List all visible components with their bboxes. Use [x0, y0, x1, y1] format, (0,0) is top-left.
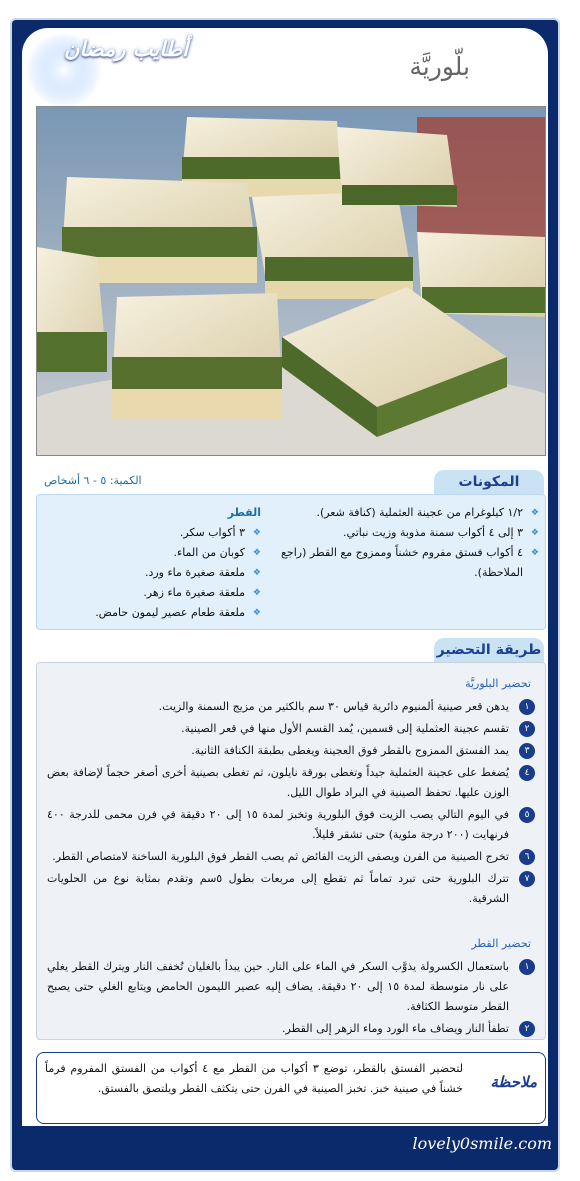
step-number: ٢: [519, 1021, 535, 1037]
step-number: ٣: [519, 743, 535, 759]
list-item: ❖ ملعقة صغيرة ماء ورد.: [51, 563, 261, 583]
quantity-label: الكمية: ٥ - ٦ أشخاص: [44, 474, 142, 487]
note-label: ملاحظة: [490, 1073, 537, 1091]
brand-logo: أطايب رمضان: [64, 36, 189, 61]
syrup-heading: القطر: [227, 506, 261, 519]
step-item: [47, 763, 535, 803]
step-number: ٧: [519, 871, 535, 887]
step-text: يمد الفستق الممزوج بالقطر فوق العجينة ويغطى بطبقة الكنافة الثانية.: [191, 744, 509, 757]
list-item: ❖ ملعقة طعام عصير ليمون حامض.: [51, 603, 261, 623]
list-item: ❖ ١/٢ كيلوغرام من عجينة العثملية (كنافة شعر).: [277, 503, 539, 523]
list-item: ❖ ٣ أكواب سكر.: [51, 523, 261, 543]
pastry-piece: [337, 127, 457, 207]
pastry-piece: [112, 293, 282, 419]
step-number: ٤: [519, 765, 535, 781]
step-text: يُضغط على عجينة العثملية جيداً وتغطى بورقة نايلون، ثم تغطى بصينية أخرى أصغر حجماً لإضافة بعض الوزن عليها. تحفظ الصينية في البراد طوال الليل.: [47, 766, 509, 799]
ingredients-tab[interactable]: المكونات: [434, 470, 544, 494]
step-text: باستعمال الكسرولة يذوَّب السكر في الماء على النار. حين يبدأ بالغليان تُخفف النار ويترك القطر يغلي على نار متوسطة لمدة ١٥ إلى ٢٠ دقيقة. يضاف إليه عصير الليمون الحامض ويتابع الغلي حتى يصبح القطر متوسط الكثافة.: [47, 960, 509, 1013]
list-item: ❖ ٣ إلى ٤ أكواب سمنة مذوبة وزيت نباتي.: [277, 523, 539, 543]
pastry-piece: [37, 247, 107, 372]
step-item: [47, 869, 535, 909]
step-text: يدهن قعر صينية ألمنيوم دائرية قياس ٣٠ سم بالكثير من مزيج السمنة والزيت.: [158, 700, 509, 713]
step-text: تطفأ النار ويضاف ماء الورد وماء الزهر إلى القطر.: [282, 1022, 509, 1035]
step-item: [47, 1019, 535, 1039]
note-box: [36, 1052, 546, 1124]
pastry-piece: [252, 191, 413, 299]
list-item: ❖ ٤ أكواب فستق مفروم خشناً وممزوج مع القطر (راجع الملاحظة).: [277, 543, 539, 583]
step-text: في اليوم التالي يصب الزيت فوق البلورية وتخبز لمدة ١٥ إلى ٢٠ دقيقة في فرن محمى للدرجة ٤٠٠ فرنهايت (٢٠٠ درجة مئوية) حتى تشقر قليلاً.: [47, 808, 510, 841]
ingredients-box: [36, 494, 546, 630]
step-item: [47, 719, 535, 739]
recipe-photo: [36, 106, 546, 456]
list-item: ❖ ملعقة صغيرة ماء زهر.: [51, 583, 261, 603]
step-item: [47, 805, 535, 845]
step-number: ١: [519, 699, 535, 715]
pastry-piece: [417, 232, 545, 317]
section-title-syrup: تحضير القطر: [471, 937, 531, 950]
step-item: [47, 957, 535, 1017]
syrup-steps: [47, 957, 535, 1041]
step-item: [47, 847, 535, 867]
ingredients-main-list: [277, 503, 539, 583]
section-title-pastry: تحضير البلوريَّة: [465, 677, 531, 690]
syrup-ingredients-list: [51, 503, 261, 623]
recipe-title: بلّوريَّة: [409, 52, 470, 81]
preparation-tab[interactable]: طريقة التحضير: [434, 638, 544, 662]
note-text: لتحضير الفستق بالقطر، توضع ٣ أكواب من القطر مع ٤ أكواب من الفستق المفروم فرماً خشناً في صينية خبز. تخبز الصينية في الفرن حتى يتكثف القطر ويلتصق بالفستق.: [45, 1062, 463, 1095]
site-link[interactable]: lovely0smile.com: [412, 1134, 552, 1153]
step-number: ١: [519, 959, 535, 975]
pastry-steps: [47, 697, 535, 911]
step-text: تقسم عجينة العثملية إلى قسمين، يُمد القسم الأول منها في قعر الصينية.: [181, 722, 509, 735]
list-item: ❖ كوبان من الماء.: [51, 543, 261, 563]
step-number: ٢: [519, 721, 535, 737]
step-text: تخرج الصينية من الفرن ويصفى الزيت الفائض ثم يصب القطر فوق البلورية الساخنة لامتصاص القطر.: [52, 850, 509, 863]
step-number: ٥: [519, 807, 535, 823]
preparation-box: [36, 662, 546, 1040]
step-text: تترك البلورية حتى تبرد تماماً ثم تقطع إلى مربعات بطول ٥سم وتقدم بمثابة نوع من الحلويات الشرقية.: [47, 872, 509, 905]
step-item: [47, 697, 535, 717]
step-number: ٦: [519, 849, 535, 865]
step-item: [47, 741, 535, 761]
